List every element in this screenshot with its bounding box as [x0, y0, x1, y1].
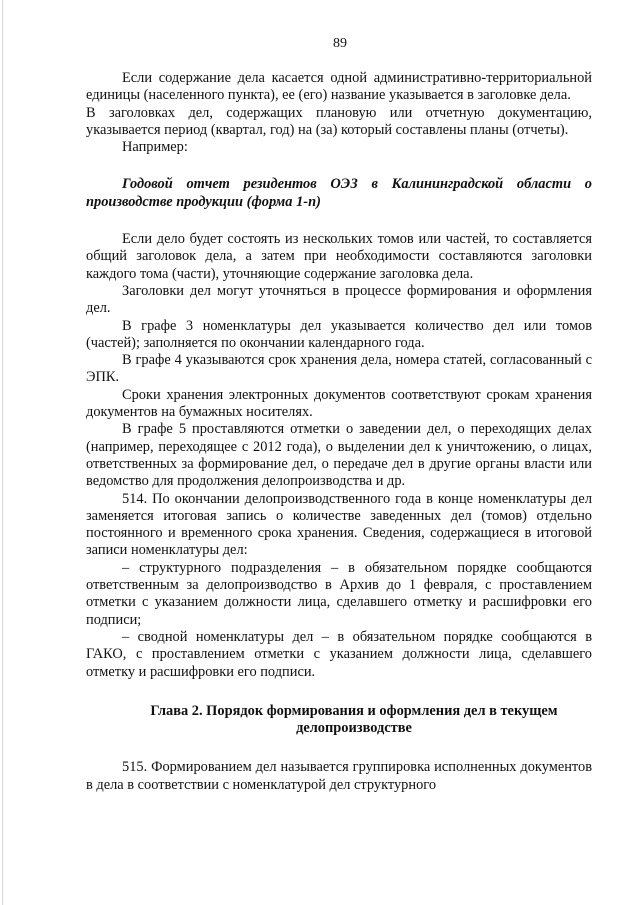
example-heading: Годовой отчет резидентов ОЭЗ в Калининградской области о производстве продукции (форма 1-п) — [86, 176, 592, 210]
paragraph: В заголовках дел, содержащих плановую или отчетную документацию, указывается период (квартал, год) на (за) который составлены планы (отчеты). — [86, 104, 592, 138]
page-number: 89 — [333, 36, 347, 51]
paragraph: В графе 3 номенклатуры дел указывается количество дел или томов (частей); заполняется по окончании календарного года. — [86, 317, 592, 351]
paragraph: Сроки хранения электронных документов соответствуют срокам хранения документов на бумажных носителях. — [86, 386, 592, 421]
paragraph: Заголовки дел могут уточняться в процессе формирования и оформления дел. — [86, 282, 592, 317]
list-item: – структурного подразделения – в обязательном порядке сообщаются ответственным за делопроизводство в Архив до 1 февраля, с проставлением отметки с указанием должности лица, сделавшего отметку и расшифровки его подписи; — [86, 559, 592, 628]
paragraph: Если дело будет состоять из нескольких томов или частей, то составляется общий заголовок дела, а затем при необходимости составляются заголовки каждого тома (части), уточняющие содержание заголовка дела. — [86, 231, 592, 282]
chapter-heading: Глава 2. Порядок формирования и оформления дел в текущем делопроизводстве — [150, 702, 558, 737]
paragraph: В графе 4 указываются срок хранения дела, номера статей, согласованный с ЭПК. — [86, 352, 592, 386]
paragraph: Если содержание дела касается одной административно-территориальной единицы (населенного пункта), ее (его) название указывается в заголовке дела. — [86, 70, 592, 104]
scan-edge-line — [2, 0, 3, 905]
paragraph: 515. Формированием дел называется группировка исполненных документов в дела в соответствии с номенклатурой дел структурного — [86, 759, 592, 793]
document-body — [86, 70, 592, 794]
paragraph: 514. По окончании делопроизводственного года в конце номенклатуры дел заменяется итоговая запись о количестве заведенных дел (томов) отдельно постоянного и временного срока хранения. Сведения, содержащиеся в итоговой записи номенклатуры дел: — [86, 490, 592, 559]
paragraph: Например: — [122, 139, 188, 156]
list-item: – сводной номенклатуры дел – в обязательном порядке сообщаются в ГАКО, с проставлением отметки с указанием должности лица, сделавшего отметку и расшифровки его подписи. — [86, 628, 592, 680]
paragraph: В графе 5 проставляются отметки о заведении дел, о переходящих делах (например, переходящее с 2012 года), о выделении дел к уничтожению, о лицах, ответственных за формирование дел, о передаче дел в другие органы власти или ведомство для продолжения делопроизводства и др. — [86, 421, 592, 490]
